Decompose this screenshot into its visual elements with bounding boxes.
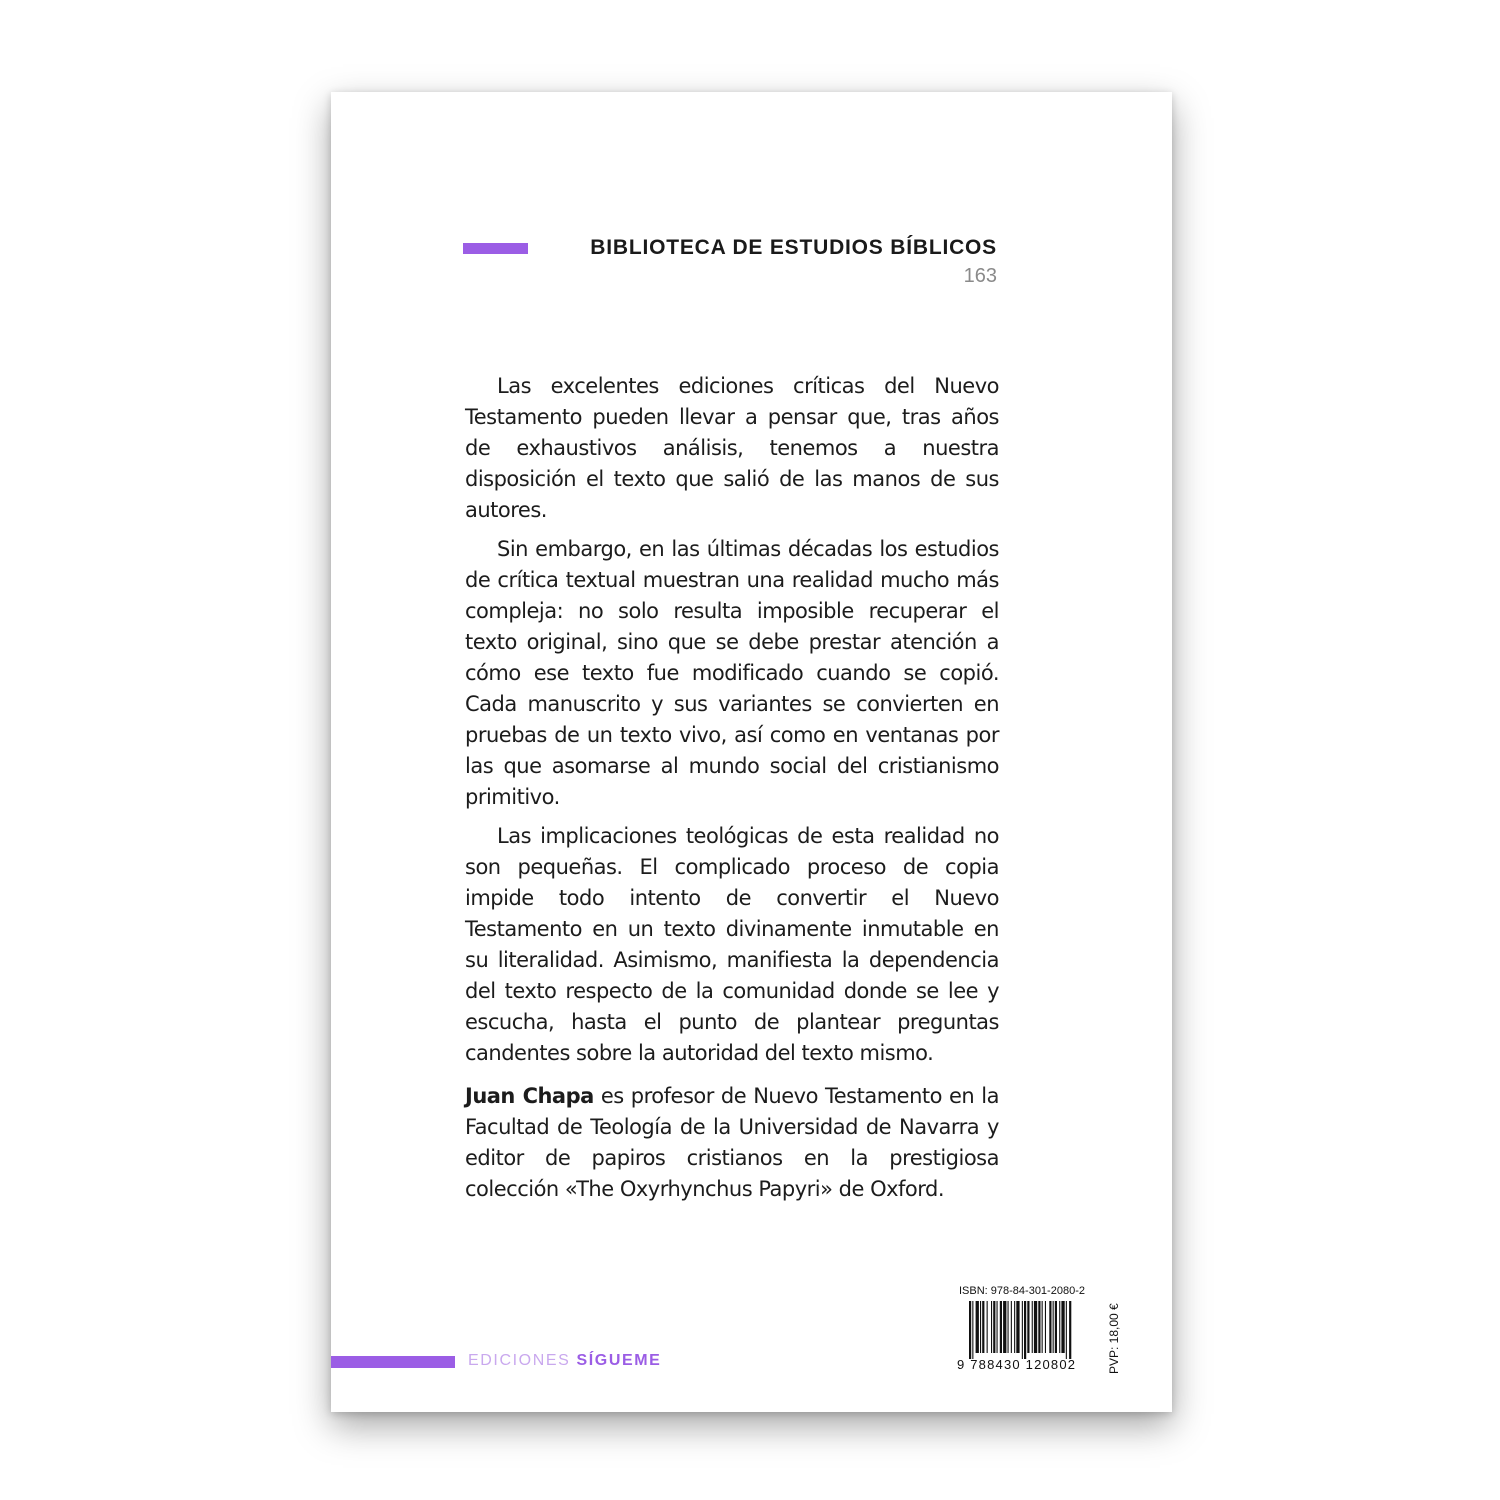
publisher-name: SÍGUEME bbox=[576, 1352, 662, 1369]
blurb-text bbox=[465, 371, 999, 1213]
author-bio bbox=[465, 1081, 999, 1205]
author-name: Juan Chapa bbox=[465, 1084, 594, 1108]
barcode-block bbox=[957, 1285, 1117, 1375]
price-label: PVP: 18,00 € bbox=[1107, 1303, 1121, 1374]
publisher-logo bbox=[468, 1352, 661, 1370]
blurb-paragraph-2: Sin embargo, en las últimas décadas los estudios de crítica textual muestran una realidad mucho más compleja: no solo resulta imposible recuperar el texto original, sino que se debe prestar atención a cómo ese texto fue modificado cuando se copió. Cada manuscrito y sus variantes se convierten en pruebas de un texto vivo, así como en ventanas por las que asomarse al mundo social del cristianismo primitivo. bbox=[465, 537, 999, 809]
barcode-icon bbox=[969, 1301, 1111, 1359]
series-number: 163 bbox=[963, 265, 997, 287]
accent-bar-top bbox=[463, 243, 528, 254]
blurb-paragraph-3: Las implicaciones teológicas de esta realidad no son pequeñas. El complicado proceso de copia impide todo intento de convertir el Nuevo Testamento en un texto divinamente inmutable en su literalidad. Asimismo, manifiesta la dependencia del texto respecto de la comunidad donde se lee y escucha, hasta el punto de plantear preguntas candentes sobre la autoridad del texto mismo. bbox=[465, 824, 999, 1065]
accent-bar-bottom bbox=[331, 1356, 455, 1368]
barcode-digits: 9 788430 120802 bbox=[957, 1357, 1077, 1372]
author-bio-text: es profesor de Nuevo Testamento en la Facultad de Teología de la Universidad de Navarra y editor de papiros cristianos en la prestigiosa colección «The Oxyrhynchus Papyri» de Oxford. bbox=[465, 1084, 999, 1201]
isbn-label: ISBN: 978-84-301-2080-2 bbox=[959, 1285, 1085, 1297]
series-title: BIBLIOTECA DE ESTUDIOS BÍBLICOS bbox=[590, 236, 997, 259]
publisher-prefix: EDICIONES bbox=[468, 1352, 577, 1369]
blurb-paragraph-1: Las excelentes ediciones críticas del Nuevo Testamento pueden llevar a pensar que, tras años de exhaustivos análisis, tenemos a nuestra disposición el texto que salió de las manos de sus autores. bbox=[465, 374, 999, 522]
book-back-cover bbox=[331, 92, 1172, 1412]
